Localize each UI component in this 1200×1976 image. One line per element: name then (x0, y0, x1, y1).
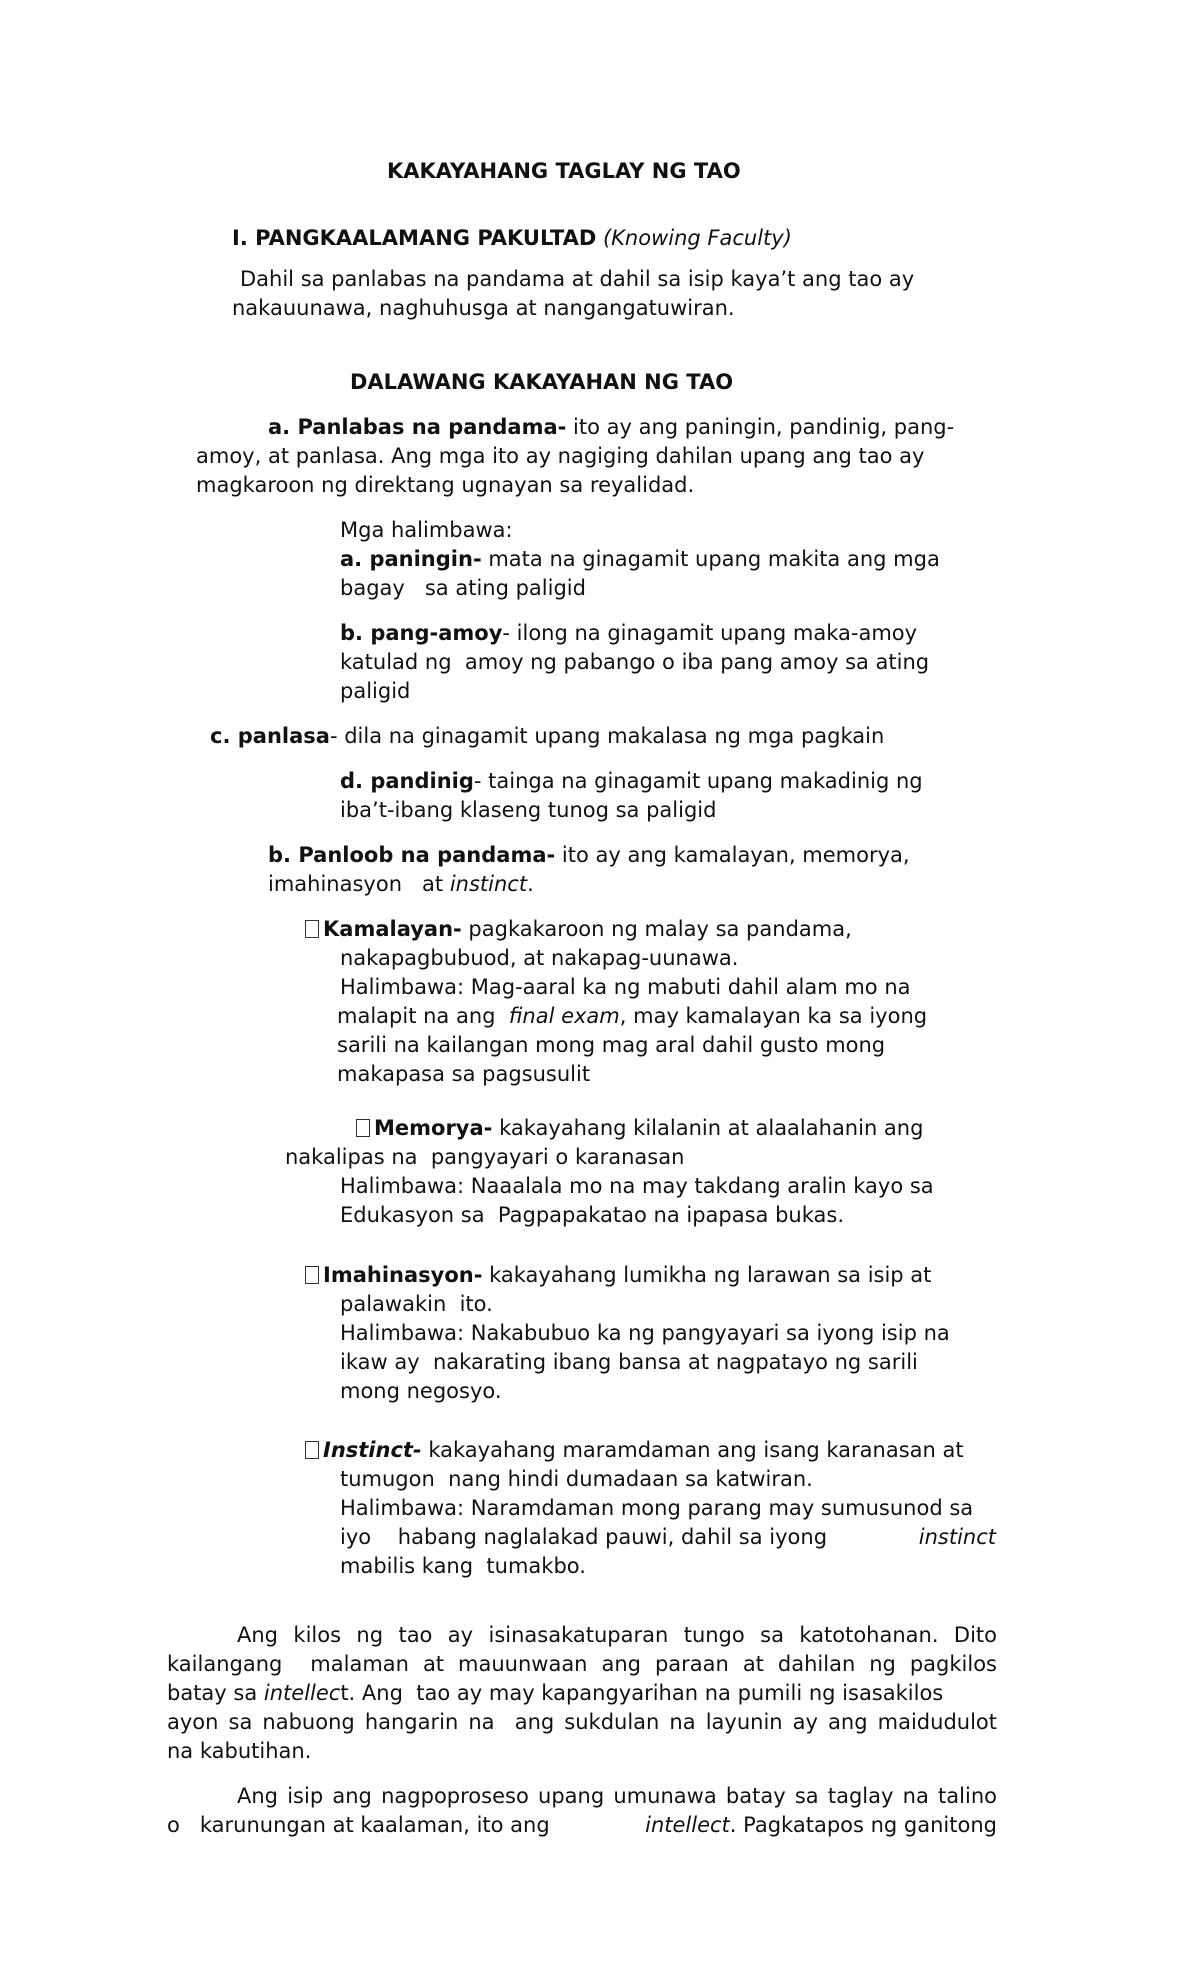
panloob-text-italic: instinct (449, 872, 528, 896)
kamalayan-line: sarili na kailangan mong mag aral dahil gusto mong (337, 1033, 886, 1057)
imahinasyon-line: Halimbawa: Nakabubuo ka ng pangyayari sa iyong isip na (340, 1321, 950, 1345)
kamalayan-text: malapit na ang (337, 1004, 509, 1028)
instinct-text-italic: instinct (918, 1525, 996, 1549)
example-item (210, 722, 884, 751)
paragraph-text-group (645, 1811, 997, 1840)
kamalayan-line: nakapagbubuod, at nakapag-uunawa. (340, 946, 739, 970)
instinct-label: Instinct- (323, 1438, 422, 1462)
paragraph-line (167, 1679, 997, 1708)
panloob-line (268, 841, 910, 870)
kamalayan-text-italic: final exam (508, 1004, 620, 1028)
instinct-line (340, 1523, 996, 1552)
memorya-text: kakayahang kilalanin at alaalahanin ang (492, 1116, 924, 1140)
example-line: paligid (340, 679, 411, 703)
example-text: mata na ginagamit upang makita ang mga (481, 547, 940, 571)
example-item (340, 619, 917, 648)
instinct-item (305, 1436, 964, 1465)
paragraph-line: na kabutihan. (167, 1739, 312, 1763)
panlabas-label: a. Panlabas na pandama- (268, 415, 567, 439)
example-item (340, 545, 940, 574)
imahinasyon-item (305, 1261, 931, 1290)
checkbox-icon (305, 1441, 319, 1459)
memorya-line: Halimbawa: Naaalala mo na may takdang aralin kayo sa (340, 1174, 934, 1198)
instinct-line: tumugon nang hindi dumadaan sa katwiran. (340, 1467, 813, 1491)
panlabas-line: magkaroon ng direktang ugnayan sa reyalidad. (196, 473, 695, 497)
document-title: KAKAYAHANG TAGLAY NG TAO (387, 159, 741, 183)
paragraph-line: ayon sa nabuong hangarin na ang sukdulan na layunin ay ang maidudulot (167, 1710, 997, 1734)
checkbox-icon (356, 1119, 370, 1137)
instinct-line: mabilis kang tumakbo. (340, 1554, 586, 1578)
panlabas-line: amoy, at panlasa. Ang mga ito ay nagiging dahilan upang ang tao ay (196, 444, 925, 468)
kamalayan-item (305, 915, 852, 944)
example-line: bagay sa ating paligid (340, 576, 586, 600)
imahinasyon-line: ikaw ay nakarating ibang bansa at nagpatayo ng sarili (340, 1350, 918, 1374)
example-line: katulad ng amoy ng pabango o iba pang amoy sa ating (340, 650, 930, 674)
paragraph-text: batay sa (167, 1681, 264, 1705)
example-label: a. paningin- (340, 547, 482, 571)
checkbox-icon (305, 920, 319, 938)
kamalayan-line: makapasa sa pagsusulit (337, 1062, 591, 1086)
example-text: - dila na ginagamit upang makalasa ng mga pagkain (329, 724, 885, 748)
subheading: DALAWANG KAKAYAHAN NG TAO (350, 370, 734, 394)
memorya-label: Memorya- (374, 1116, 493, 1140)
section-heading (232, 224, 792, 253)
paragraph-line: kailangang malaman at mauunwaan ang paraan at dahilan ng pagkilos (167, 1652, 997, 1676)
kamalayan-label: Kamalayan- (323, 917, 462, 941)
memorya-item (356, 1114, 923, 1143)
instinct-line: Halimbawa: Naramdaman mong parang may sumusunod sa (340, 1496, 974, 1520)
kamalayan-text: pagkakaroon ng malay sa pandama, (461, 917, 852, 941)
memorya-line: nakalipas na pangyayari o karanasan (285, 1145, 685, 1169)
panloob-line (268, 870, 534, 899)
example-item (340, 767, 923, 796)
paragraph-line (167, 1811, 997, 1840)
paragraph-line: Ang isip ang nagpoproseso upang umunawa batay sa taglay na talino (237, 1784, 997, 1808)
examples-label: Mga halimbawa: (340, 518, 513, 542)
paragraph-text: o karunungan at kaalaman, ito ang (167, 1813, 557, 1837)
section-heading-text: I. PANGKAALAMANG PAKULTAD (232, 226, 597, 250)
example-line: iba’t-ibang klaseng tunog sa paligid (340, 798, 717, 822)
kamalayan-text: , may kamalayan ka sa iyong (619, 1004, 928, 1028)
checkbox-icon (305, 1266, 319, 1284)
instinct-text: iyo habang naglalakad pauwi, dahil sa iyong (340, 1525, 834, 1549)
panloob-text: . (527, 872, 534, 896)
paragraph-text-italic: intellec (263, 1681, 341, 1705)
panloob-text: imahinasyon at (268, 872, 450, 896)
memorya-line: Edukasyon sa Pagpapakatao na ipapasa bukas. (340, 1203, 845, 1227)
example-text: - ilong na ginagamit upang maka-amoy (502, 621, 918, 645)
example-label: d. pandinig (340, 769, 474, 793)
panloob-label: b. Panloob na pandama- (268, 843, 556, 867)
panlabas-line (268, 413, 954, 442)
paragraph-text: t. Ang tao ay may kapangyarihan na pumili ng isasakilos (340, 1681, 944, 1705)
example-text: - tainga na ginagamit upang makadinig ng (473, 769, 923, 793)
instinct-text: kakayahang maramdaman ang isang karanasan at (421, 1438, 964, 1462)
paragraph-text: . Pagkatapos ng ganitong (729, 1813, 997, 1837)
panlabas-text: ito ay ang paningin, pandinig, pang- (566, 415, 955, 439)
example-label: b. pang-amoy (340, 621, 503, 645)
imahinasyon-text: kakayahang lumikha ng larawan sa isip at (482, 1263, 932, 1287)
kamalayan-line (337, 1002, 927, 1031)
example-label: c. panlasa (210, 724, 330, 748)
paragraph-line: Ang kilos ng tao ay isinasakatuparan tungo sa katotohanan. Dito (237, 1623, 997, 1647)
intro-line: Dahil sa panlabas na pandama at dahil sa isip kaya’t ang tao ay (240, 267, 915, 291)
panloob-text: ito ay ang kamalayan, memorya, (555, 843, 910, 867)
kamalayan-line: Halimbawa: Mag-aaral ka ng mabuti dahil alam mo na (340, 975, 911, 999)
imahinasyon-line: mong negosyo. (340, 1379, 502, 1403)
imahinasyon-label: Imahinasyon- (323, 1263, 483, 1287)
paragraph-text-italic: intellect (645, 1813, 730, 1837)
section-heading-note: (Knowing Faculty) (602, 226, 792, 250)
imahinasyon-line: palawakin ito. (340, 1292, 493, 1316)
intro-line: nakauunawa, naghuhusga at nangangatuwiran. (232, 296, 735, 320)
